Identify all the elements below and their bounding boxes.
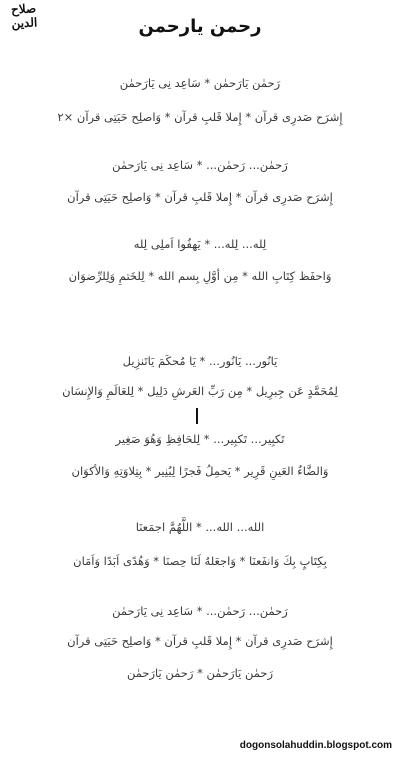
text-cursor xyxy=(196,408,198,424)
verse-line: وَاحفَظ كِتَابِ الله * مِن أوَّلِ بِسم الله * لِلخَتمِ وَلِلرِّضوَان xyxy=(68,269,332,283)
verse-line: بِكِتَابٍ بِكَ وَانفَعنَا * وَاجعَلهُ لَنَا حِصنَا * وَهُدًى اَبَدًا وَاَمَان xyxy=(73,554,327,568)
verse-line: وَالضَّاءُ العَينِ قَرِير * يَحمِلُ فَجرًا لِيُنِير * بِتِلاوَتِهِ وَالأكوَان xyxy=(71,464,329,478)
verse-line: يَانُور... يَانُور... * يَا مُحكَمَ يَاتَنزِيل xyxy=(122,354,278,368)
verse-line: رَحمٰن يَارَحمٰن * رَحمٰن يَارَحمٰن xyxy=(126,666,274,680)
verse-line: تَكبِير... تَكبِير... * لِلحَافِظِ وَهُوَ صَغِير xyxy=(115,432,285,446)
verse-line: لِله... لِله... * يَهفُوا اَملِى لِله xyxy=(133,237,267,251)
page-title: رحمن يارحمن xyxy=(138,16,262,37)
signature-logo: صلاح الدين xyxy=(10,1,38,31)
blog-url: dogonsolahuddin.blogspot.com xyxy=(239,740,392,751)
verse-line: رَحمٰن... رَحمٰن... * سَاعِد نِى يَارَحمٰن xyxy=(112,604,288,618)
verse-line: رَحمٰن يَارَحمٰن * سَاعِد نِى يَارَحمٰن xyxy=(119,76,281,90)
verse-line: إِشرَح صَدرِى قرآن * إِملا قَلبِ قرآن * وَاصلِح حَيَتِى قرآن xyxy=(67,190,333,204)
verse-line: لِمُحَمَّدٍ عَن جِبرِيل * مِن رَبِّ العَرشِ دَلِيل * لِلعَالَمِ وَالإِنسَان xyxy=(62,384,338,398)
verse-line: الله... الله... * اللَّهُمَّ اجمَعنَا xyxy=(135,520,265,534)
verse-line: رَحمٰن... رَحمٰن... * سَاعِد نِى يَارَحمٰن xyxy=(112,158,288,172)
verse-line: إِشرَح صَدرِى قرآن * إِملا قَلبِ قرآن * وَاصلِح حَيَتِى قرآن xyxy=(67,634,333,648)
verse-line: إِشرَح صَدرِى قرآن * إِملا قَلبِ قرآن * وَاصلِح حَيَتِى قرآن ×٢ xyxy=(57,110,343,124)
